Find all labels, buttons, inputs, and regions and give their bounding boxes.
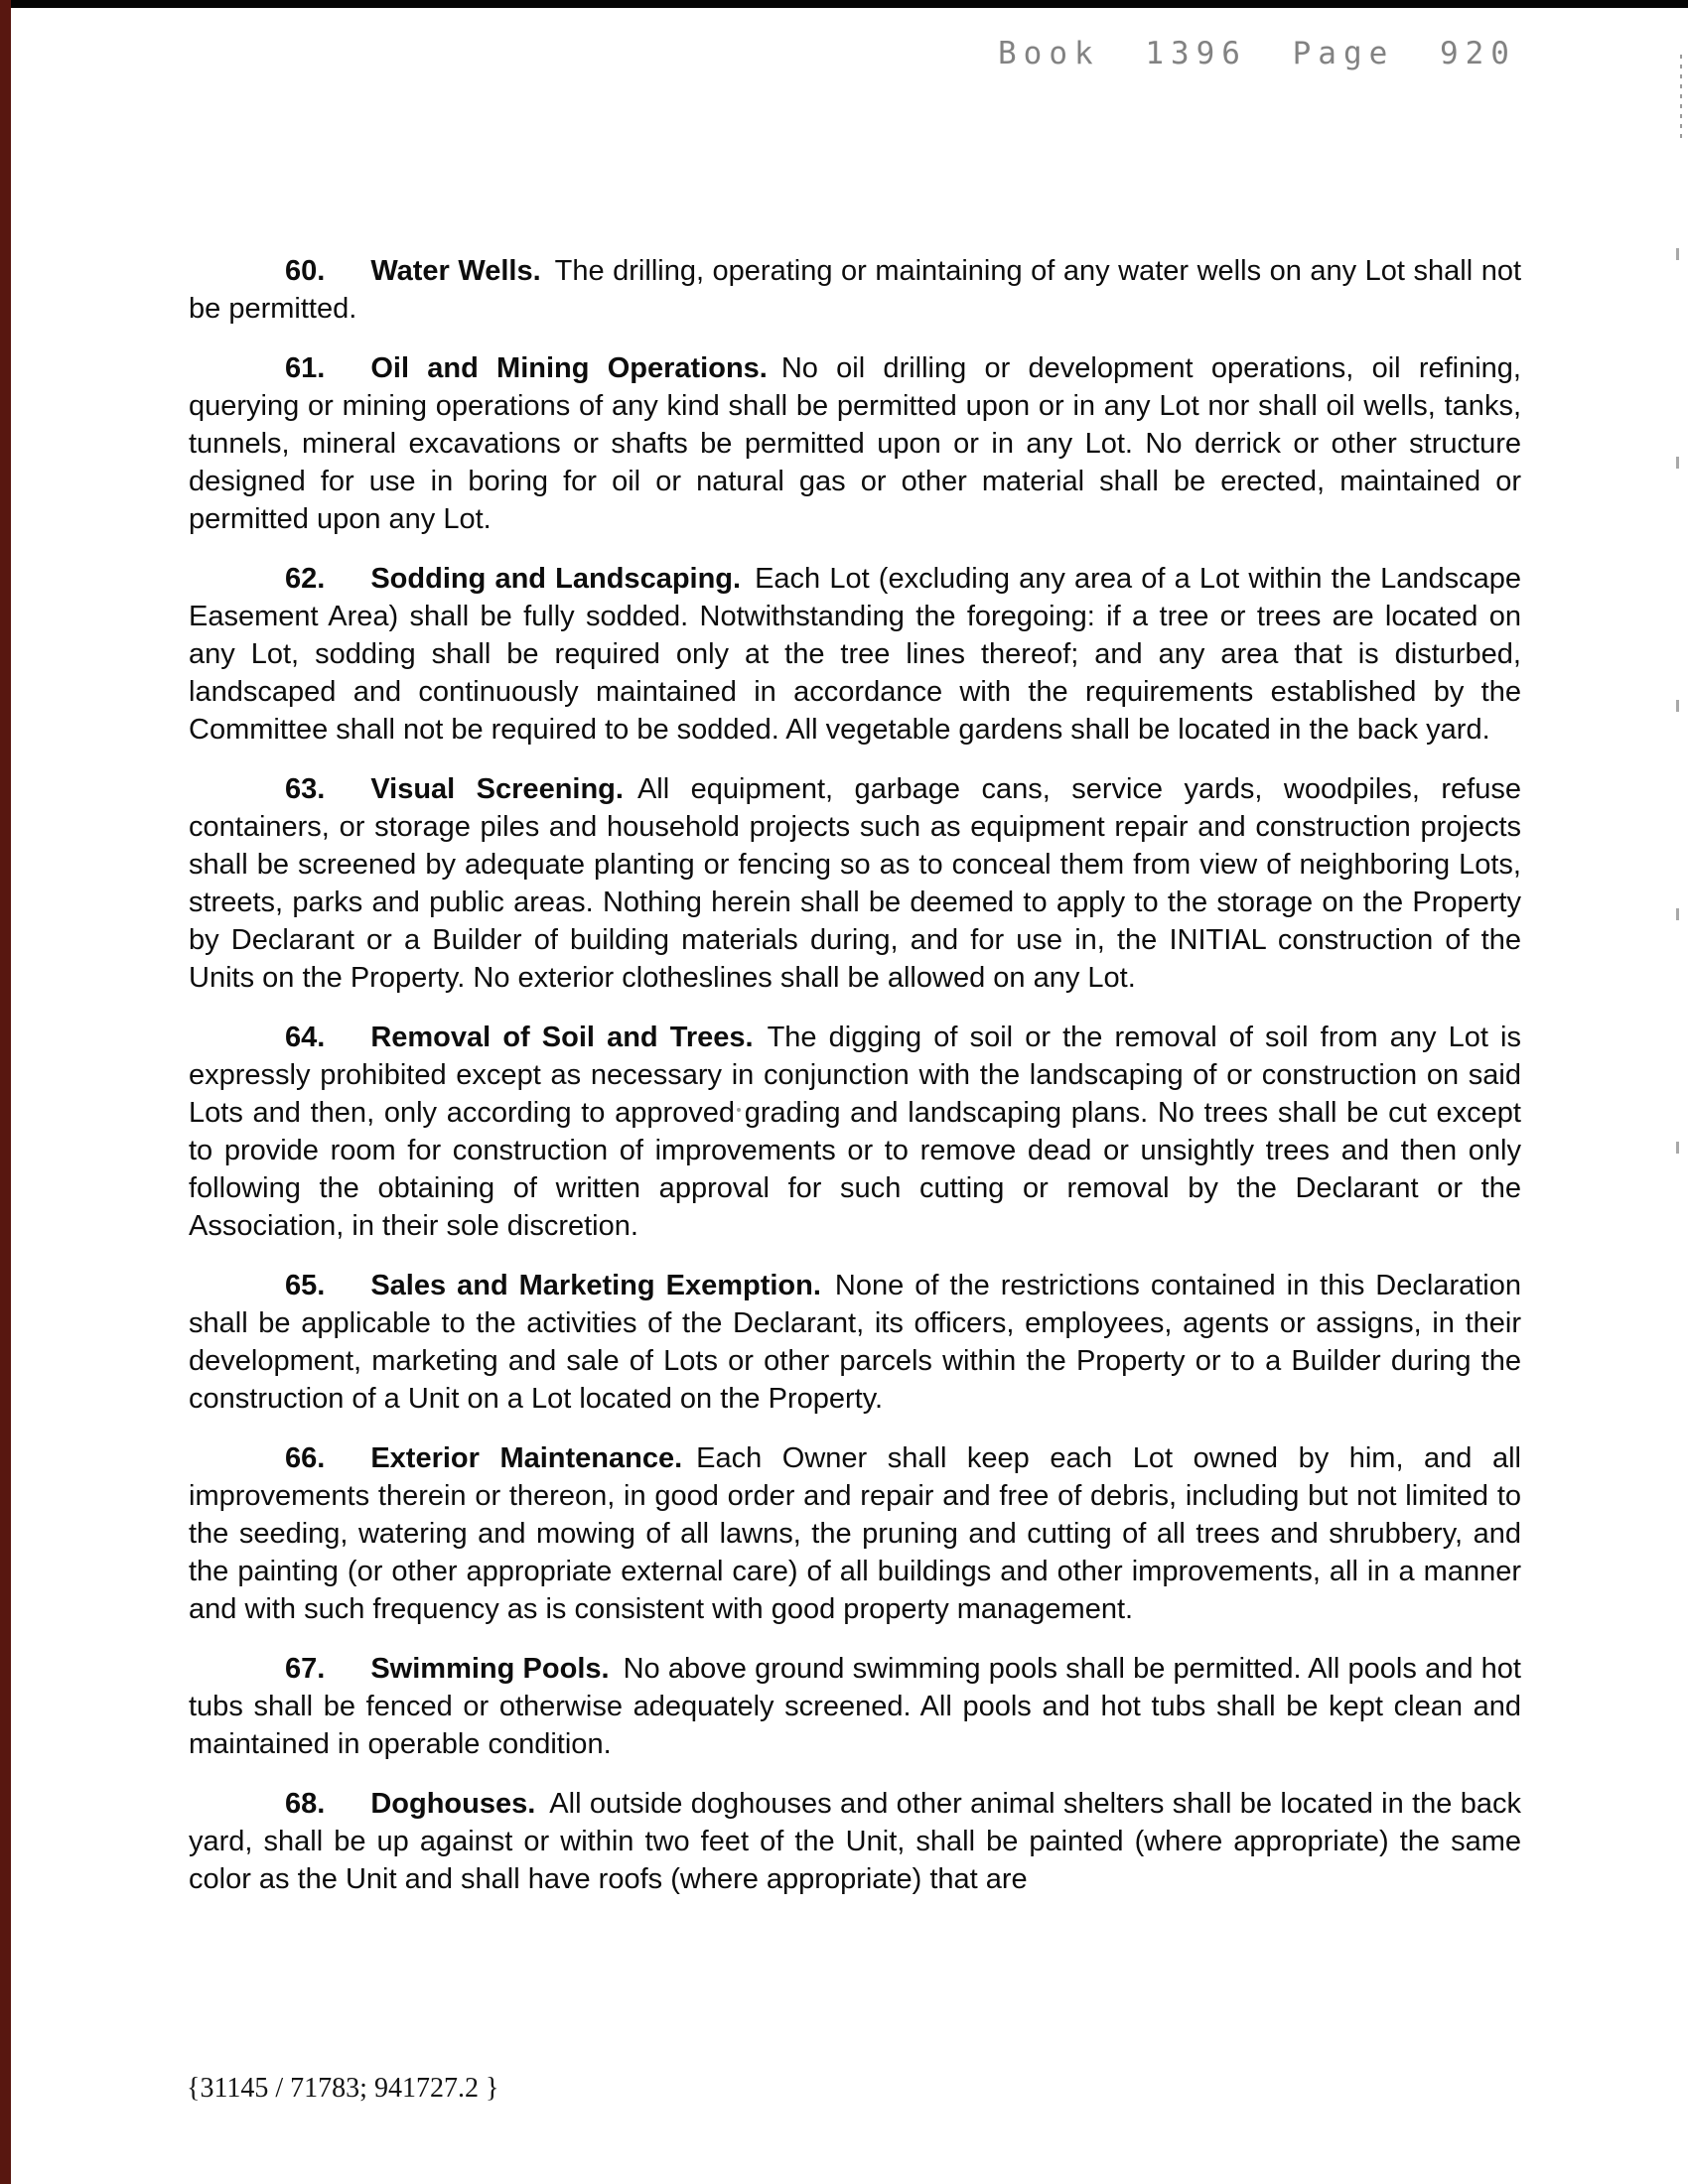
clause-65-heading: Sales and Marketing Exemption.: [370, 1270, 821, 1301]
clause-62-number: 62.: [285, 563, 326, 595]
clause-68-heading: Doghouses.: [370, 1788, 536, 1820]
clause-60-heading: Water Wells.: [370, 255, 541, 287]
clause-68: [189, 1785, 1521, 1898]
document-body: [189, 252, 1521, 1920]
scan-right-tick: [1676, 700, 1679, 712]
clause-62-heading: Sodding and Landscaping.: [370, 563, 742, 595]
clause-61-number: 61.: [285, 352, 326, 384]
scan-right-tick: [1676, 457, 1679, 469]
clause-65-number: 65.: [285, 1270, 326, 1301]
clause-63-text: All equipment, garbage cans, service yards, woodpiles, refuse containers, or storage piles and household projects such as equipment repair and construction projects shall be screened by adequate planting or fencing so as to conceal them from view of neighboring Lots, streets, parks and public areas. Nothing herein shall be deemed to apply to the storage on the Property by Declarant or a Builder of building materials during, and for use in, the INITIAL construction of the Units on the Property. No exterior clotheslines shall be allowed on any Lot.: [189, 773, 1521, 994]
scan-right-dotted-artifact: [1680, 55, 1682, 144]
clause-62: [189, 560, 1521, 749]
clause-65: [189, 1267, 1521, 1418]
docket-reference-footer: {31145 / 71783; 941727.2 }: [187, 2073, 499, 2104]
clause-67-number: 67.: [285, 1653, 326, 1685]
clause-62-text: Each Lot (excluding any area of a Lot within the Landscape Easement Area) shall be fully sodded. Notwithstanding the foregoing: if a tree or trees are located on any Lot, sodding shall be required only at the tree lines thereof; and any area that is disturbed, landscaped and continuously maintained in accordance with the requirements established by the Committee shall not be required to be sodded. All vegetable gardens shall be located in the back yard.: [189, 563, 1521, 746]
clause-68-text: All outside doghouses and other animal shelters shall be located in the back yard, shall be up against or within two feet of the Unit, shall be painted (where appropriate) the same color as the Unit and shall have roofs (where appropriate) that are: [189, 1788, 1521, 1895]
clause-61: [189, 349, 1521, 538]
scan-right-tick: [1676, 1142, 1679, 1154]
clause-67-text: No above ground swimming pools shall be permitted. All pools and hot tubs shall be fenced or otherwise adequately screened. All pools and hot tubs shall be kept clean and maintained in operable condition.: [189, 1653, 1521, 1760]
clause-60-number: 60.: [285, 255, 326, 287]
clause-66: [189, 1439, 1521, 1628]
clause-66-text: Each Owner shall keep each Lot owned by him, and all improvements therein or thereon, in good order and repair and free of debris, including but not limited to the seeding, watering and mowing of all lawns, the pruning and cutting of all trees and shrubbery, and the painting (or other appropriate external care) of all buildings and other improvements, all in a manner and with such frequency as is consistent with good property management.: [189, 1442, 1521, 1625]
clause-66-number: 66.: [285, 1442, 326, 1474]
clause-63-number: 63.: [285, 773, 326, 805]
clause-63-heading: Visual Screening.: [370, 773, 624, 805]
clause-61-heading: Oil and Mining Operations.: [370, 352, 768, 384]
clause-65-text: None of the restrictions contained in this Declaration shall be applicable to the activities of the Declarant, its officers, employees, agents or assigns, in their development, marketing and sale of Lots or other parcels within the Property or to a Builder during the construction of a Unit on a Lot located on the Property.: [189, 1270, 1521, 1415]
scan-left-binding-artifact: [0, 0, 11, 2184]
scan-top-edge-artifact: [0, 0, 1688, 8]
clause-64: [189, 1019, 1521, 1245]
clause-66-heading: Exterior Maintenance.: [370, 1442, 683, 1474]
clause-68-number: 68.: [285, 1788, 326, 1820]
clause-61-text: No oil drilling or development operations, oil refining, querying or mining operations of any kind shall be permitted upon or in any Lot nor shall oil wells, tanks, tunnels, mineral excavations or shafts be permitted upon or in any Lot. No derrick or other structure designed for use in boring for oil or natural gas or other material shall be erected, maintained or permitted upon any Lot.: [189, 352, 1521, 535]
book-page-stamp: Book 1396 Page 920: [998, 36, 1516, 71]
scan-right-tick: [1676, 908, 1679, 920]
clause-60: [189, 252, 1521, 328]
clause-64-heading: Removal of Soil and Trees.: [370, 1022, 754, 1053]
scan-right-tick: [1676, 248, 1679, 260]
clause-67-heading: Swimming Pools.: [370, 1653, 610, 1685]
clause-64-number: 64.: [285, 1022, 326, 1053]
clause-63: [189, 770, 1521, 997]
clause-60-text: The drilling, operating or maintaining of any water wells on any Lot shall not be permitted.: [189, 255, 1522, 325]
clause-67: [189, 1650, 1521, 1763]
clause-64-text: The digging of soil or the removal of soil from any Lot is expressly prohibited except as necessary in conjunction with the landscaping of or construction on said Lots and then, only according to approved grading and landscaping plans. No trees shall be cut except to provide room for construction of improvements or to remove dead or unsightly trees and then only following the obtaining of written approval for such cutting or removal by the Declarant or the Association, in their sole discretion.: [189, 1022, 1521, 1242]
